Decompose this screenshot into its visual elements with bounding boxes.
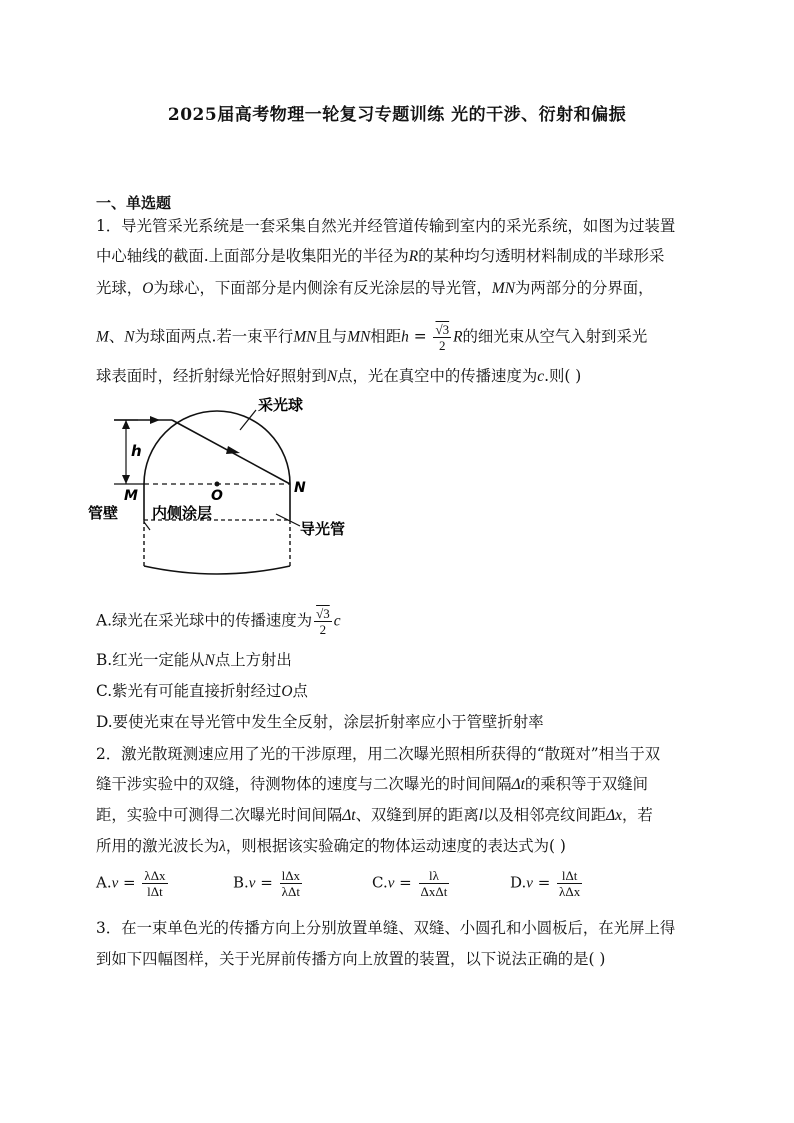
label-tube: 导光管 — [300, 520, 346, 538]
fraction-denominator: lΔt — [147, 884, 163, 899]
var-delta-t: Δt — [342, 807, 356, 824]
fraction-numerator: √3 — [435, 322, 450, 337]
fraction — [280, 868, 302, 899]
h-arrow-bottom — [122, 475, 130, 484]
var-delta-x: Δx — [606, 807, 623, 824]
label-n: N — [294, 480, 306, 496]
fraction-sqrt3-over-2 — [433, 322, 451, 353]
hemisphere-arc — [144, 411, 290, 484]
label-o: O — [211, 488, 223, 504]
fraction — [419, 868, 450, 899]
q2-text: ，则根据该实验确定的物体运动速度的表达式为( ) — [225, 837, 566, 855]
q1-option-b[interactable] — [96, 650, 292, 671]
q1-line-3 — [96, 278, 654, 299]
label-coat: 内侧涂层 — [152, 504, 213, 522]
var-c: c — [333, 612, 341, 630]
q1-text: 光球， — [96, 279, 143, 297]
q1-text: 相距 — [370, 327, 402, 346]
var-M: M — [96, 328, 109, 346]
var-c: c — [537, 368, 545, 385]
fraction-denominator: ΔxΔt — [420, 884, 448, 899]
q2-text: 以及相邻亮纹间距 — [483, 806, 607, 824]
q1-option-c[interactable] — [96, 681, 308, 702]
var-N: N — [326, 368, 338, 385]
option-text: 点上方射出 — [214, 651, 292, 669]
q1-text: 中心轴线的截面.上面部分是收集阳光的半径为 — [96, 247, 409, 265]
option-label: B. — [233, 873, 249, 892]
q2-text: 距，实验中可测得二次曝光时间间隔 — [96, 806, 343, 824]
q1-text: 的细光束从空气入射到采光 — [462, 327, 648, 346]
var-v: v — [248, 875, 256, 892]
var-v: v — [526, 875, 533, 892]
fraction-numerator: lλ — [419, 868, 450, 884]
var-MN: MN — [347, 328, 371, 346]
light-pipe-diagram — [80, 390, 380, 590]
label-wall: 管壁 — [88, 504, 119, 522]
q2-line-1: 2．激光散斑测速应用了光的干涉原理，用二次曝光照相所获得的“散斑对”相当于双 — [96, 745, 661, 763]
ray-arrow-head — [150, 416, 160, 424]
q2-text: ，若 — [622, 806, 653, 824]
var-MN: MN — [491, 280, 516, 297]
q2-line-2 — [96, 774, 648, 795]
fraction-numerator: λΔx — [144, 868, 166, 883]
q1-text: 且与 — [316, 327, 348, 346]
fraction-numerator: lΔx — [281, 868, 301, 883]
page-title: 2025届高考物理一轮复习专题训练 光的干涉、衍射和偏振 — [167, 105, 627, 125]
fraction — [142, 868, 167, 899]
var-R: R — [408, 248, 419, 265]
var-MN: MN — [293, 328, 317, 346]
option-label: A. — [96, 873, 112, 892]
var-v: v — [387, 875, 395, 892]
fraction-denominator: λΔt — [281, 884, 300, 899]
equals-sign: = — [408, 327, 432, 346]
var-delta-t: Δt — [511, 776, 525, 793]
equals-sign: = — [394, 873, 417, 892]
label-m: M — [124, 488, 138, 504]
refracted-ray-arrow-head — [226, 446, 240, 454]
q1-text: 的某种均匀透明材料制成的半球形采 — [418, 247, 665, 265]
q2-line-3 — [96, 805, 653, 826]
h-arrow-top — [122, 420, 130, 429]
option-text: A.绿光在采光球中的传播速度为 — [96, 611, 313, 630]
var-N: N — [124, 328, 135, 346]
q2-option-d[interactable] — [510, 868, 584, 899]
q2-option-c[interactable] — [372, 868, 451, 899]
var-l: l — [478, 807, 483, 824]
var-O: O — [142, 280, 154, 297]
var-N: N — [204, 652, 215, 669]
var-v: v — [111, 875, 119, 892]
option-label: D. — [510, 873, 527, 892]
q1-text: .则( ) — [544, 367, 582, 385]
coat-label-pointer — [144, 522, 150, 530]
option-text: B.红光一定能从 — [96, 651, 205, 669]
q2-line-4 — [96, 836, 566, 857]
q1-text: 为球面两点.若一束平行 — [134, 327, 294, 346]
q1-option-a[interactable] — [96, 606, 341, 637]
label-ball: 采光球 — [258, 396, 304, 414]
fraction-numerator: √3 — [316, 606, 330, 621]
q2-option-b[interactable] — [233, 868, 304, 899]
var-lambda: λ — [219, 838, 226, 855]
section-heading: 一、单选题 — [96, 194, 172, 212]
q2-option-a[interactable] — [96, 868, 170, 899]
fraction — [557, 868, 582, 899]
q1-line-1: 1．导光管采光系统是一套采集自然光并经管道传输到室内的采光系统，如图为过装置 — [96, 217, 676, 235]
q1-line-4 — [96, 322, 647, 353]
equals-sign: = — [255, 873, 278, 892]
fraction-numerator: lΔt — [557, 868, 582, 884]
center-point-o — [215, 482, 220, 487]
var-h: h — [401, 328, 409, 346]
q1-line-5 — [96, 366, 581, 387]
q2-text: 的乘积等于双缝间 — [524, 775, 649, 793]
q2-text: 所用的激光波长为 — [96, 837, 220, 855]
q1-text: 点，光在真空中的传播速度为 — [337, 367, 538, 385]
fraction-sqrt3-over-2 — [314, 606, 332, 637]
fraction-denominator: λΔx — [559, 884, 581, 899]
fraction-denominator: 2 — [319, 622, 327, 637]
q1-line-2 — [96, 246, 664, 267]
tube-bottom-curve — [144, 566, 290, 574]
q1-text: 、 — [108, 327, 125, 346]
q1-text: 球表面时，经折射绿光恰好照射到 — [96, 367, 327, 385]
equals-sign: = — [532, 873, 556, 892]
q2-text: 缝干涉实验中的双缝，待测物体的速度与二次曝光的时间间隔 — [96, 775, 512, 793]
var-O: O — [281, 683, 293, 700]
label-h: h — [131, 442, 142, 460]
fraction-denominator: 2 — [439, 338, 446, 353]
q2-text: 、双缝到屏的距离 — [355, 806, 479, 824]
q3-line-1: 3．在一束单色光的传播方向上分别放置单缝、双缝、小圆孔和小圆板后，在光屏上得 — [96, 919, 676, 937]
option-label: C. — [372, 873, 388, 892]
q1-text: 为两部分的分界面， — [515, 279, 654, 297]
option-text: 点 — [292, 682, 308, 700]
option-text: C.紫光有可能直接折射经过 — [96, 682, 282, 700]
q1-text: 为球心，下面部分是内侧涂有反光涂层的导光管， — [153, 279, 492, 297]
equals-sign: = — [118, 873, 141, 892]
q3-line-2: 到如下四幅图样，关于光屏前传播方向上放置的装置，以下说法正确的是( ) — [96, 950, 606, 968]
q1-option-d[interactable]: D.要使光束在导光管中发生全反射，涂层折射率应小于管壁折射率 — [96, 713, 544, 731]
var-R: R — [453, 328, 463, 346]
